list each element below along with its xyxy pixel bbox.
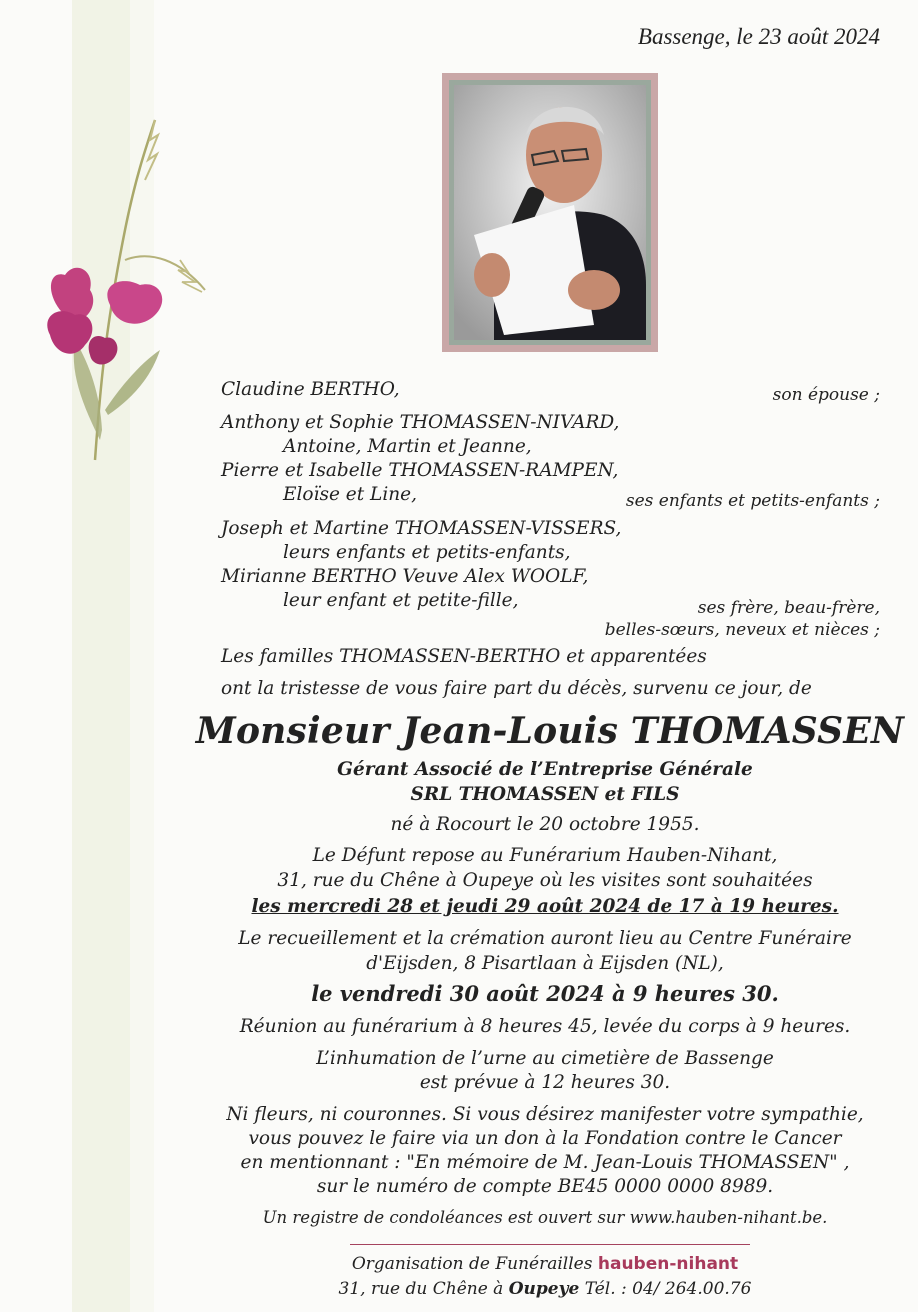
- visiting-hours: les mercredi 28 et jeudi 29 août 2024 de 17 à 19 heures.: [251, 896, 839, 917]
- detail-line: 31, rue du Chêne à Oupeye où les visites sont souhaitées: [277, 870, 813, 891]
- family-line: leur enfant et petite-fille,: [283, 590, 519, 611]
- notice-date: Bassenge, le 23 août 2024: [637, 24, 880, 49]
- detail-line: Réunion au funérarium à 8 heures 45, levée du corps à 9 heures.: [239, 1016, 851, 1037]
- family-line: Pierre et Isabelle THOMASSEN-RAMPEN,: [221, 460, 619, 481]
- detail-line: sur le numéro de compte BE45 0000 0000 8989.: [316, 1176, 774, 1197]
- footer-address: 31, rue du Chêne à Oupeye Tél. : 04/ 264.00.76: [338, 1279, 752, 1299]
- detail-line: Ni fleurs, ni couronnes. Si vous désirez manifester votre sympathie,: [226, 1104, 864, 1125]
- family-line: Claudine BERTHO,: [221, 379, 400, 400]
- relation-siblings-2: belles-sœurs, neveux et nièces ;: [604, 620, 880, 640]
- family-line: Anthony et Sophie THOMASSEN-NIVARD,: [221, 412, 620, 433]
- detail-line: Le recueillement et la crémation auront lieu au Centre Funéraire: [238, 928, 852, 949]
- company-name: SRL THOMASSEN et FILS: [410, 784, 680, 805]
- footer-organisation: Organisation de Funérailles hauben-nihant: [351, 1254, 739, 1274]
- detail-line: Le Défunt repose au Funérarium Hauben-Nihant,: [312, 845, 778, 866]
- family-line: Antoine, Martin et Jeanne,: [283, 436, 532, 457]
- relation-children: ses enfants et petits-enfants ;: [625, 491, 880, 511]
- announcement-line: ont la tristesse de vous faire part du décès, survenu ce jour, de: [221, 678, 812, 699]
- deceased-title: Gérant Associé de l’Entreprise Générale: [337, 759, 753, 780]
- detail-line: d'Eijsden, 8 Pisartlaan à Eijsden (NL),: [366, 953, 724, 974]
- detail-line: vous pouvez le faire via un don à la Fondation contre le Cancer: [248, 1128, 842, 1149]
- portrait-photo: [454, 85, 646, 340]
- family-line: Joseph et Martine THOMASSEN-VISSERS,: [221, 518, 622, 539]
- detail-line: L’inhumation de l’urne au cimetière de Bassenge: [316, 1048, 774, 1069]
- condolence-register: Un registre de condoléances est ouvert sur www.hauben-nihant.be.: [262, 1208, 828, 1227]
- family-line: Mirianne BERTHO Veuve Alex WOOLF,: [221, 566, 589, 587]
- detail-line: est prévue à 12 heures 30.: [419, 1072, 671, 1093]
- relation-spouse: son épouse ;: [772, 385, 880, 405]
- deceased-name: Monsieur Jean-Louis THOMASSEN: [195, 710, 905, 752]
- ceremony-date: le vendredi 30 août 2024 à 9 heures 30.: [311, 981, 779, 1006]
- relation-siblings: ses frère, beau-frère,: [697, 598, 880, 618]
- funeral-home-logo: hauben-nihant: [597, 1254, 739, 1274]
- family-line: leurs enfants et petits-enfants,: [283, 542, 571, 563]
- portrait-image: [454, 85, 646, 340]
- portrait-frame: [442, 73, 658, 352]
- family-line: Eloïse et Line,: [283, 484, 418, 505]
- flower-illustration-icon: [30, 110, 220, 470]
- family-line: Les familles THOMASSEN-BERTHO et apparentées: [221, 646, 707, 667]
- footer-divider: [350, 1244, 750, 1245]
- detail-line: en mentionnant : "En mémoire de M. Jean-Louis THOMASSEN" ,: [240, 1152, 850, 1173]
- birth-info: né à Rocourt le 20 octobre 1955.: [390, 814, 700, 835]
